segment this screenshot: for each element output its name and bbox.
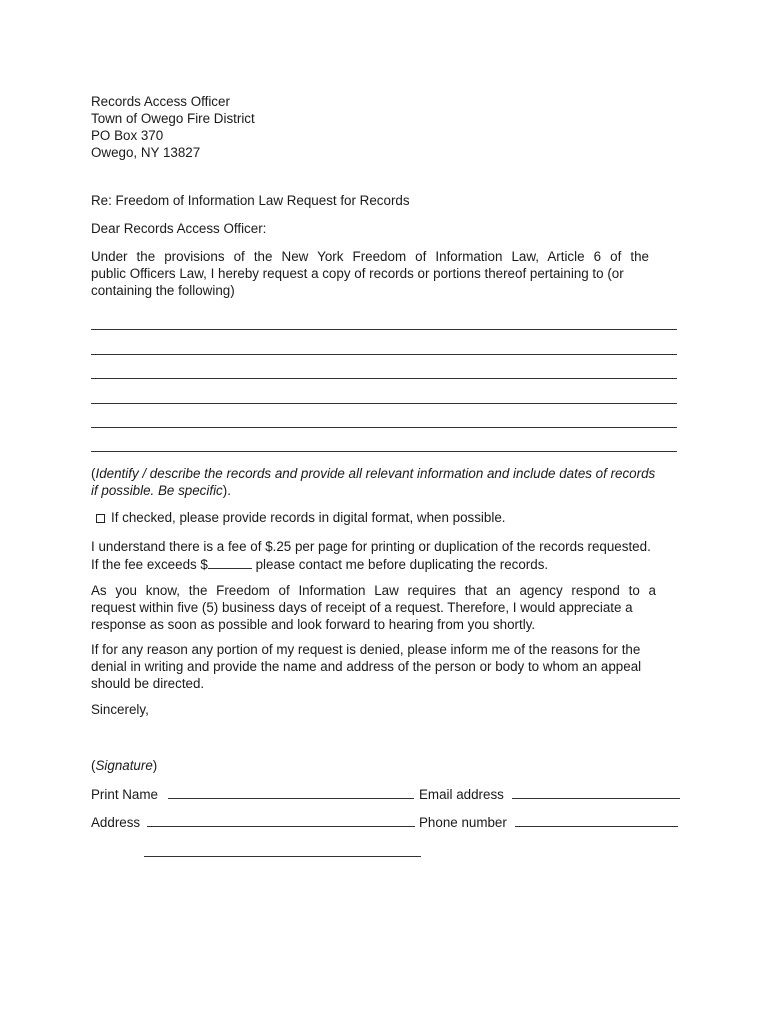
description-line[interactable] [91, 379, 677, 403]
timing-paragraph [91, 582, 656, 633]
intro-line-2: public Officers Law, I hereby request a copy of records or portions thereof pertaining to (or [91, 266, 624, 281]
letter-body [91, 93, 677, 161]
address-row [91, 813, 415, 831]
digital-format-label: If checked, please provide records in digital format, when possible. [111, 510, 506, 525]
identify-text-1: Identify / describe the records and provide all relevant information and include dates of records [95, 466, 656, 481]
fee-paragraph: I understand there is a fee of $.25 per page for printing or duplication of the records requested. If the fee exceeds $ please contact me before duplicating the records. [91, 539, 651, 572]
recipient-address [91, 93, 677, 161]
description-line[interactable] [91, 428, 677, 452]
address-line-4: Owego, NY 13827 [91, 145, 201, 160]
phone-row [419, 813, 678, 831]
fee-line-1: I understand there is a fee of $.25 per page for printing or duplication of the records requested. [91, 539, 651, 554]
print-name-label: Print Name [91, 787, 158, 802]
address-field-line-2[interactable] [144, 843, 421, 857]
intro-paragraph [91, 248, 649, 299]
print-name-field[interactable] [168, 785, 414, 799]
digital-format-checkbox[interactable] [96, 514, 105, 523]
salutation: Dear Records Access Officer: [91, 221, 267, 236]
denial-paragraph [91, 641, 641, 692]
phone-field[interactable] [515, 813, 678, 827]
address-line-1: Records Access Officer [91, 94, 230, 109]
address-line-2-row [144, 843, 421, 861]
identify-text-2: if possible. Be specific [91, 483, 223, 498]
email-field[interactable] [512, 785, 680, 799]
email-label: Email address [419, 787, 504, 802]
email-row [419, 785, 680, 803]
timing-line-2: request within five (5) business days of receipt of a request. Therefore, I would appreciate a [91, 600, 633, 615]
description-line[interactable] [91, 404, 677, 428]
address-line-3: PO Box 370 [91, 128, 164, 143]
description-line[interactable] [91, 306, 677, 330]
timing-line-1: As you know, the Freedom of Information Law requires that an agency respond to a [91, 583, 656, 598]
digital-format-option[interactable] [96, 509, 506, 526]
print-name-row [91, 785, 414, 803]
denial-line-3: should be directed. [91, 676, 205, 691]
address-label: Address [91, 815, 141, 830]
intro-line-1: Under the provisions of the New York Freedom of Information Law, Article 6 of the [91, 249, 649, 264]
denial-line-1: If for any reason any portion of my request is denied, please inform me of the reasons for the [91, 642, 641, 657]
closing: Sincerely, [91, 702, 149, 717]
address-field[interactable] [147, 813, 415, 827]
address-line-2: Town of Owego Fire District [91, 111, 255, 126]
fee-limit-field[interactable] [208, 555, 252, 569]
intro-line-3: containing the following) [91, 283, 235, 298]
signature-label: (Signature) [91, 758, 158, 773]
denial-line-2: denial in writing and provide the name and address of the person or body to whom an appeal [91, 659, 642, 674]
phone-label: Phone number [419, 815, 507, 830]
subject-line: Re: Freedom of Information Law Request for Records [91, 193, 410, 208]
records-description-lines[interactable] [91, 306, 677, 452]
description-line[interactable] [91, 355, 677, 379]
timing-line-3: response as soon as possible and look forward to hearing from you shortly. [91, 617, 536, 632]
identify-instructions: (Identify / describe the records and provide all relevant information and include dates of records if possible. Be specific). [91, 466, 656, 498]
description-line[interactable] [91, 330, 677, 354]
